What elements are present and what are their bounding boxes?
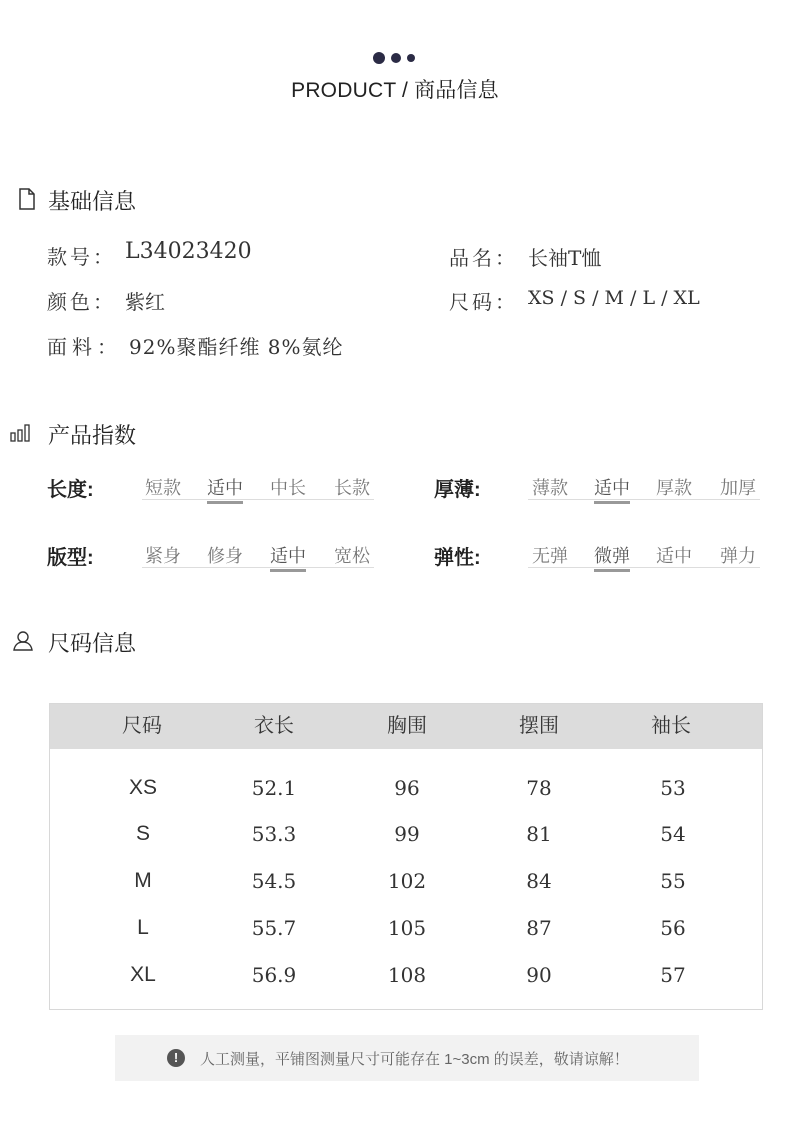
section-title-indices: 产品指数 — [48, 423, 137, 448]
index-option: 无弹 — [532, 546, 568, 566]
style-no-value: L34023420 — [125, 239, 252, 264]
table-cell: 81 — [526, 822, 552, 846]
table-cell: L — [137, 916, 149, 939]
color-label: 颜色： — [47, 292, 116, 314]
size-table-header — [50, 704, 762, 749]
bar-chart-icon — [10, 424, 32, 447]
table-cell: 57 — [660, 963, 686, 987]
table-header-cell: 袖长 — [651, 715, 691, 737]
index-option: 长款 — [334, 478, 370, 498]
note-text: 人工测量，平铺图测量尺寸可能存在 1~3cm 的误差，敬请谅解！ — [200, 1051, 629, 1068]
table-cell: 56 — [660, 916, 686, 940]
style-no-label: 款号： — [47, 247, 116, 269]
size-label: 尺码： — [449, 292, 518, 314]
measurement-note — [115, 1035, 699, 1081]
document-icon — [18, 188, 36, 215]
index-label: 长度: — [47, 479, 94, 501]
table-cell: 108 — [387, 963, 427, 987]
table-cell: S — [135, 822, 150, 845]
person-icon — [12, 630, 34, 657]
index-option: 中长 — [270, 478, 306, 498]
name-value: 长袖T恤 — [528, 246, 602, 270]
size-table — [49, 703, 763, 1010]
header-dots-icon — [373, 52, 419, 66]
table-cell: 105 — [387, 916, 427, 940]
index-option: 弹力 — [720, 546, 756, 566]
index-option: 薄款 — [532, 478, 568, 498]
index-option: 厚款 — [656, 478, 692, 498]
index-option: 宽松 — [334, 546, 370, 566]
table-cell: XS — [128, 776, 157, 799]
index-option: 修身 — [207, 546, 243, 566]
table-cell: 84 — [526, 869, 552, 893]
fabric-label: 面料： — [47, 337, 122, 359]
table-cell: XL — [130, 963, 156, 986]
exclamation-icon: ! — [167, 1049, 185, 1067]
fabric-value: 92%聚酯纤维 8%氨纶 — [129, 335, 344, 359]
table-cell: M — [134, 869, 152, 892]
table-cell: 96 — [394, 776, 420, 800]
table-cell: 53.3 — [251, 822, 297, 846]
table-cell: 99 — [394, 822, 420, 846]
index-option-selected: 适中 — [265, 542, 311, 568]
table-cell: 55 — [660, 869, 686, 893]
table-cell: 52.1 — [251, 776, 297, 800]
table-cell: 53 — [660, 776, 686, 800]
index-label: 版型: — [47, 547, 94, 569]
index-option: 短款 — [145, 478, 181, 498]
table-header-cell: 摆围 — [519, 715, 559, 737]
sizes-value: XS / S / M / L / XL — [528, 287, 700, 309]
index-label: 弹性: — [434, 547, 481, 569]
table-cell: 90 — [526, 963, 552, 987]
index-option: 加厚 — [720, 478, 756, 498]
table-cell: 87 — [526, 916, 552, 940]
name-label: 品名： — [449, 248, 518, 270]
index-option-selected: 适中 — [589, 474, 635, 500]
index-option-selected: 适中 — [202, 474, 248, 500]
table-cell: 78 — [526, 776, 552, 800]
table-cell: 55.7 — [251, 916, 297, 940]
table-cell: 54 — [660, 822, 686, 846]
table-header-cell: 衣长 — [254, 715, 294, 737]
table-header-cell: 尺码 — [122, 715, 162, 737]
index-option: 紧身 — [145, 546, 181, 566]
table-cell: 102 — [387, 869, 427, 893]
index-option: 适中 — [656, 546, 692, 566]
table-cell: 56.9 — [251, 963, 297, 987]
table-cell: 54.5 — [251, 869, 297, 893]
index-option-selected: 微弹 — [589, 542, 635, 568]
section-title-size: 尺码信息 — [48, 631, 137, 656]
color-value: 紫红 — [125, 290, 165, 314]
table-header-cell: 胸围 — [387, 715, 427, 737]
page-title: PRODUCT / 商品信息 — [291, 79, 499, 102]
index-label: 厚薄: — [434, 479, 481, 501]
section-title-basic: 基础信息 — [48, 189, 137, 214]
